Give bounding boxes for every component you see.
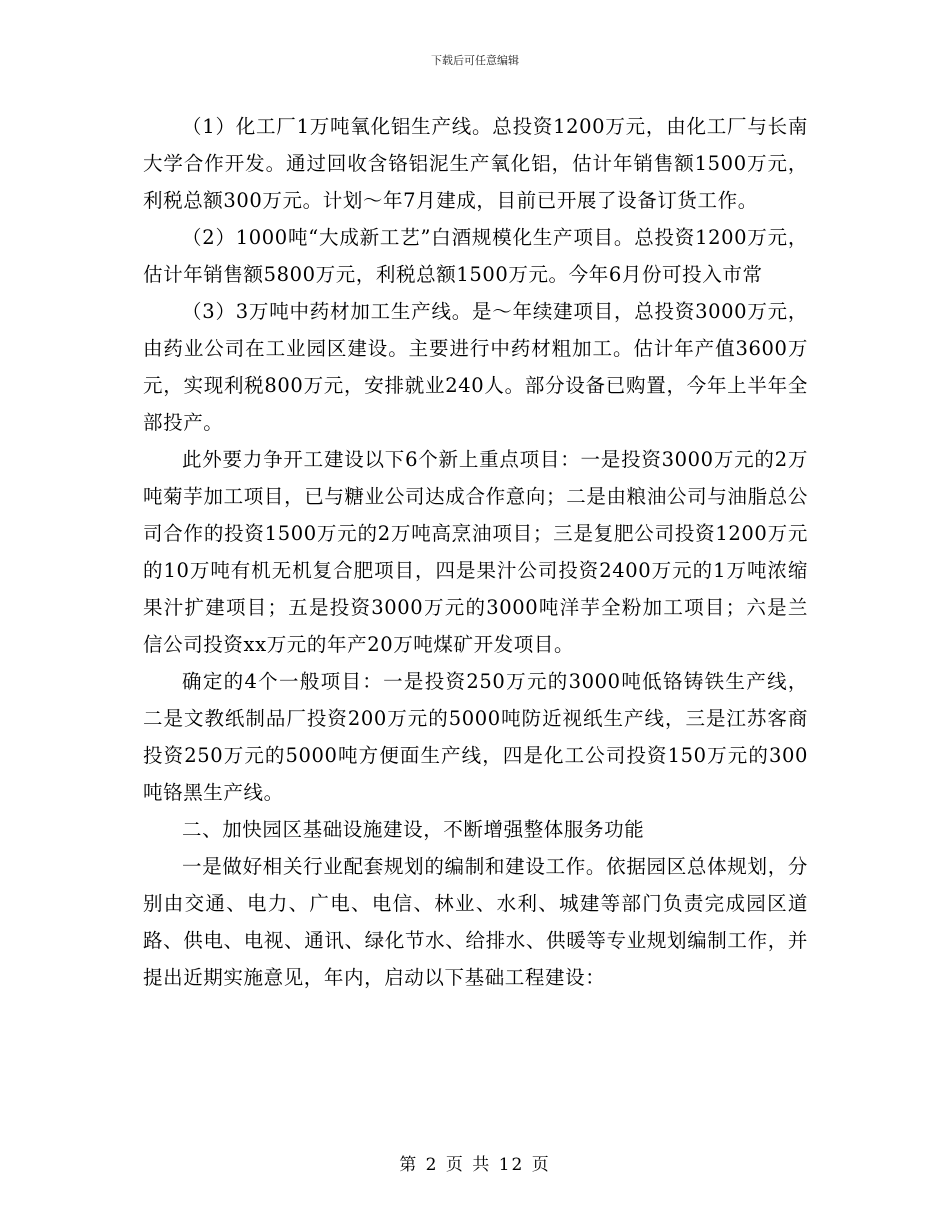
paragraph-project-2: （2）1000吨“大成新工艺”白酒规模化生产项目。总投资1200万元，估计年销售额5800万元，利税总额1500万元。今年6月份可投入市常	[143, 226, 808, 286]
section-heading: 二、加快园区基础设施建设，不断增强整体服务功能	[182, 818, 645, 841]
page-number: 第 2 页 共 12 页	[399, 1155, 551, 1175]
document-body	[143, 108, 808, 996]
paragraph-project-3: （3）3万吨中药材加工生产线。是～年续建项目，总投资3000万元，由药业公司在工业园区建设。主要进行中药材粗加工。估计年产值3600万元，实现利税800万元，安排就业240人。部分设备已购置，今年上半年全部投产。	[143, 300, 808, 434]
paragraph-general-projects: 确定的4个一般项目：一是投资250万元的3000吨低铬铸铁生产线，二是文教纸制品厂投资200万元的5000吨防近视纸生产线，三是江苏客商投资250万元的5000吨方便面生产线，四是化工公司投资150万元的300吨铬黑生产线。	[143, 670, 808, 804]
page-header: 下载后可任意编辑	[431, 54, 519, 67]
paragraph-project-1: （1）化工厂1万吨氧化铝生产线。总投资1200万元，由化工厂与长南大学合作开发。通过回收含铬铝泥生产氧化铝，估计年销售额1500万元，利税总额300万元。计划～年7月建成，目前已开展了设备订货工作。	[143, 115, 808, 212]
paragraph-infrastructure: 一是做好相关行业配套规划的编制和建设工作。依据园区总体规划，分别由交通、电力、广电、电信、林业、水利、城建等部门负责完成园区道路、供电、电视、通讯、绿化节水、给排水、供暖等专业规划编制工作，并提出近期实施意见，年内，启动以下基础工程建设：	[143, 855, 808, 989]
paragraph-key-projects: 此外要力争开工建设以下6个新上重点项目：一是投资3000万元的2万吨菊芋加工项目，已与糖业公司达成合作意向；二是由粮油公司与油脂总公司合作的投资1500万元的2万吨高烹油项目；三是复肥公司投资1200万元的10万吨有机无机复合肥项目，四是果汁公司投资2400万元的1万吨浓缩果汁扩建项目；五是投资3000万元的3000吨洋芋全粉加工项目；六是兰信公司投资xx万元的年产20万吨煤矿开发项目。	[143, 448, 808, 656]
